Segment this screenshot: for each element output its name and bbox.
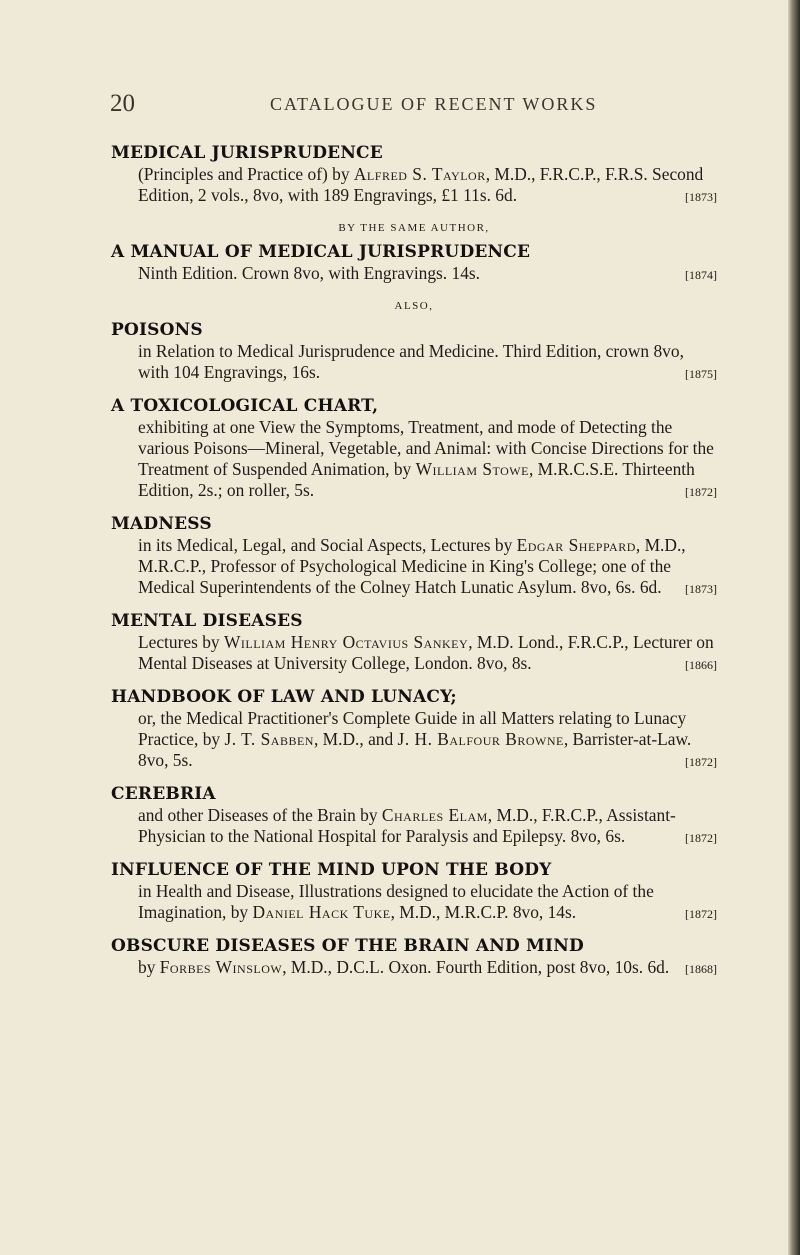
- entry-title: POISONS: [111, 320, 203, 340]
- page-edge-shadow: [788, 0, 800, 1255]
- entry-author: Daniel Hack Tuke: [252, 902, 391, 922]
- entry-year: [1872]: [685, 755, 717, 769]
- page-number: 20: [110, 90, 135, 117]
- catalogue-entry: [111, 859, 717, 925]
- entry-connector: BY THE SAME AUTHOR,: [338, 222, 490, 234]
- catalogue-listing: [111, 142, 717, 990]
- entry-connector: ALSO,: [394, 300, 434, 312]
- catalogue-entry: [111, 218, 717, 286]
- entry-author: J. H. Balfour Browne: [397, 729, 564, 749]
- entry-title: A MANUAL OF MEDICAL JURISPRUDENCE: [111, 242, 531, 262]
- entry-description: exhibiting at one View the Symptoms, Treatment, and mode of Detecting the various Poisons—Mineral, Vegetable, and Animal: with Concise Directions for the Treatment of Suspended Animation, by William Stowe, M.R.C.S.E. Thirteenth Edition, 2s.; on roller, 5s. [1872]: [111, 417, 717, 503]
- catalogue-entry: [111, 395, 717, 503]
- entry-description: in Health and Disease, Illustrations designed to elucidate the Action of the Imagination, by Daniel Hack Tuke, M.D., M.R.C.P. 8vo, 14s. [1872]: [111, 881, 717, 925]
- entry-title: CEREBRIA: [111, 784, 216, 804]
- catalogue-entry: [111, 783, 717, 849]
- entry-year: [1873]: [685, 582, 717, 596]
- catalogue-entry: [111, 142, 717, 208]
- entry-description: Ninth Edition. Crown 8vo, with Engravings. 14s. [1874]: [111, 263, 717, 286]
- entry-description: in Relation to Medical Jurisprudence and Medicine. Third Edition, crown 8vo, with 104 Engravings, 16s. [1875]: [111, 341, 717, 385]
- entry-title: OBSCURE DISEASES OF THE BRAIN AND MIND: [111, 936, 584, 956]
- entry-title: MEDICAL JURISPRUDENCE: [111, 143, 383, 163]
- catalogue-entry: [111, 513, 717, 600]
- entry-author: William Henry Octavius Sankey: [223, 632, 469, 652]
- entry-author: J. T. Sabben: [224, 729, 314, 749]
- entry-title: MADNESS: [111, 514, 212, 534]
- entry-description: (Principles and Practice of) by Alfred S. Taylor, M.D., F.R.C.P., F.R.S. Second Edition, 2 vols., 8vo, with 189 Engravings, £1 11s. 6d. [1873]: [111, 164, 717, 208]
- entry-description: in its Medical, Legal, and Social Aspects, Lectures by Edgar Sheppard, M.D., M.R.C.P., Professor of Psychological Medicine in King's College; one of the Medical Superintendents of the Colney Hatch Lunatic Asylum. 8vo, 6s. 6d. [1873]: [111, 535, 717, 600]
- entry-year: [1872]: [685, 831, 717, 845]
- entry-author: Charles Elam: [381, 805, 488, 825]
- entry-description: and other Diseases of the Brain by Charles Elam, M.D., F.R.C.P., Assistant-Physician to the National Hospital for Paralysis and Epilepsy. 8vo, 6s. [1872]: [111, 805, 717, 849]
- entry-title: MENTAL DISEASES: [111, 611, 303, 631]
- entry-description: Lectures by William Henry Octavius Sankey, M.D. Lond., F.R.C.P., Lecturer on Mental Diseases at University College, London. 8vo, 8s. [1866]: [111, 632, 717, 676]
- entry-title: HANDBOOK OF LAW AND LUNACY;: [111, 687, 457, 707]
- catalogue-entry: [111, 686, 717, 773]
- entry-description: or, the Medical Practitioner's Complete Guide in all Matters relating to Lunacy Practice, by J. T. Sabben, M.D., and J. H. Balfour Browne, Barrister-at-Law. 8vo, 5s. [1872]: [111, 708, 717, 773]
- entry-author: Forbes Winslow: [159, 957, 283, 977]
- entry-year: [1872]: [685, 907, 717, 921]
- entry-author: Edgar Sheppard: [516, 535, 636, 555]
- entry-title: INFLUENCE OF THE MIND UPON THE BODY: [111, 860, 552, 880]
- entry-year: [1866]: [685, 658, 717, 672]
- entry-author: Alfred S. Taylor: [353, 164, 486, 184]
- catalogue-entry: [111, 935, 717, 980]
- page-header: [110, 90, 710, 118]
- catalogue-entry: [111, 296, 717, 385]
- entry-year: [1875]: [685, 367, 717, 381]
- catalogue-entry: [111, 610, 717, 676]
- running-title: CATALOGUE OF RECENT WORKS: [270, 94, 598, 114]
- entry-author: William Stowe: [415, 459, 529, 479]
- entry-title: A TOXICOLOGICAL CHART,: [111, 396, 379, 416]
- entry-year: [1874]: [685, 268, 717, 282]
- entry-year: [1868]: [685, 962, 717, 976]
- entry-description: by Forbes Winslow, M.D., D.C.L. Oxon. Fourth Edition, post 8vo, 10s. 6d. [1868]: [111, 957, 717, 980]
- entry-year: [1872]: [685, 485, 717, 499]
- entry-year: [1873]: [685, 190, 717, 204]
